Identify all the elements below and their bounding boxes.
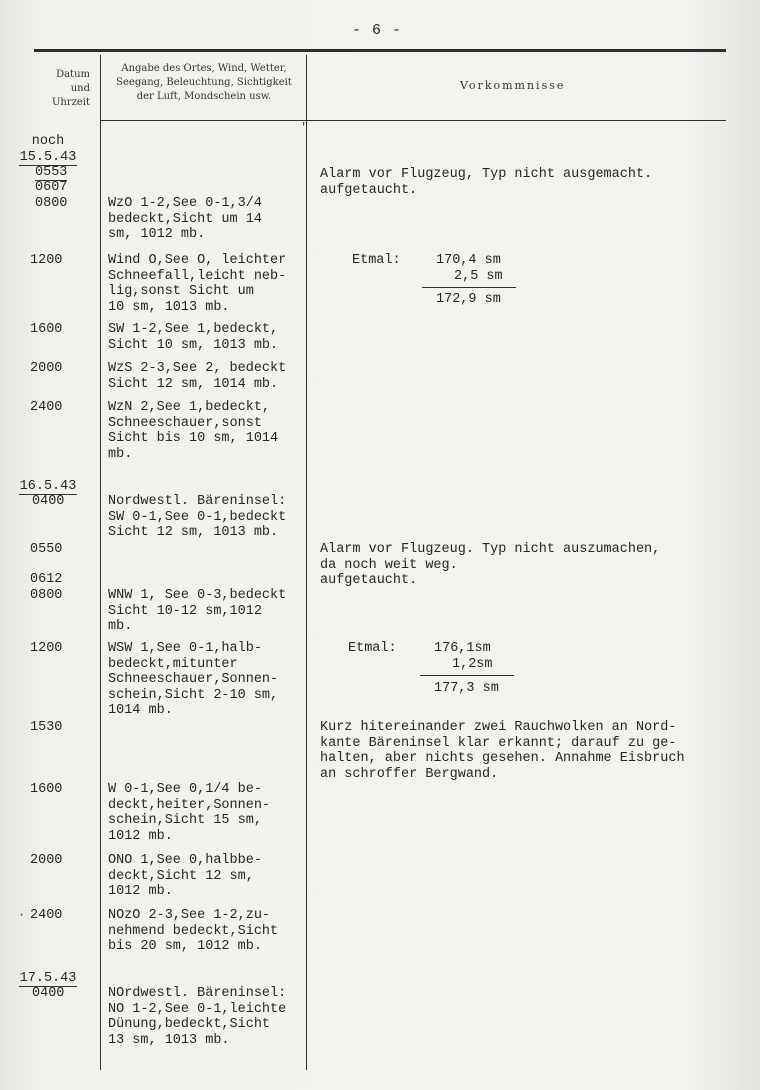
time-label: 2400: [30, 400, 63, 415]
etmal-value: 170,4 sm: [436, 253, 501, 268]
time-label: 0400: [32, 494, 65, 509]
date-text: 17.5.43: [19, 971, 77, 986]
date-label: [12, 150, 84, 166]
etmal-value: 2,5 sm: [454, 269, 503, 284]
time-label: 1200: [30, 253, 63, 268]
weather-entry: WSW 1,See 0-1,halb- bedeckt,mitunter Schneeschauer,Sonnen- schein,Sicht 2-10 sm, 1014 mb.: [108, 641, 279, 718]
time-label: 0607: [35, 180, 68, 195]
weather-entry: WNW 1, See 0-3,bedeckt Sicht 10-12 sm,1012 mb.: [108, 588, 287, 634]
time-label: 0800: [35, 196, 68, 211]
event-alarm-1: Alarm vor Flugzeug, Typ nicht ausgemacht. aufgetaucht.: [320, 167, 653, 198]
date-text: 16.5.43: [19, 479, 77, 494]
time-label: 2400: [30, 908, 63, 923]
event-rauchwolken: Kurz hitereinander zwei Rauchwolken an Nord- kante Bäreninsel klar erkannt; darauf zu ge- halten, aber nichts gesehen. Annahme Eisbruch an schroffer Bergwand.: [320, 720, 685, 782]
weather-entry: Nordwestl. Bäreninsel: SW 0-1,See 0-1,bedeckt Sicht 12 sm, 1013 mb.: [108, 494, 287, 540]
etmal-value: 1,2sm: [452, 657, 493, 672]
time-label: 1200: [30, 641, 63, 656]
etmal-value: 176,1sm: [434, 641, 491, 656]
date-text: 15.5.43: [19, 150, 77, 165]
time-label: 0800: [30, 588, 63, 603]
weather-entry: W 0-1,See 0,1/4 be- deckt,heiter,Sonnen- schein,Sicht 15 sm, 1012 mb.: [108, 782, 271, 844]
header-wetter: Angabe des Ortes, Wind, Wetter, Seegang, Beleuchtung, Sichtigkeit der Luft, Mondschein usw.: [116, 63, 292, 102]
weather-entry: NOzO 2-3,See 1-2,zu- nehmend bedeckt,Sicht bis 20 sm, 1012 mb.: [108, 908, 279, 954]
tick-mark: ': [300, 121, 308, 135]
weather-entry: ONO 1,See 0,halbbe- deckt,Sicht 12 sm, 1012 mb.: [108, 853, 262, 899]
time-label: 1600: [30, 322, 63, 337]
etmal-total: 172,9 sm: [436, 292, 501, 307]
column-divider-2: [306, 55, 307, 1070]
header-rule: [100, 120, 726, 121]
weather-entry: WzN 2,See 1,bedeckt, Schneeschauer,sonst Sicht bis 10 sm, 1014 mb.: [108, 400, 279, 462]
sum-rule: [422, 287, 516, 288]
continued-label: noch: [31, 134, 65, 149]
time-label: 0550: [30, 542, 63, 557]
time-label: 2000: [30, 361, 63, 376]
date-label: [12, 479, 84, 495]
time-label: 1600: [30, 782, 63, 797]
etmal-label: Etmal:: [352, 253, 401, 268]
time-text: 0553: [35, 165, 68, 180]
time-label: [35, 165, 97, 181]
date-label: [12, 971, 84, 987]
etmal-total: 177,3 sm: [434, 681, 499, 696]
margin-dot: ·: [18, 908, 26, 922]
page-number: - 6 -: [352, 22, 403, 39]
header-datum: Datum und Uhrzeit: [51, 69, 90, 108]
event-alarm-2: Alarm vor Flugzeug. Typ nicht auszumachen, da noch weit weg. aufgetaucht.: [320, 542, 661, 588]
time-label: 2000: [30, 853, 63, 868]
header-vorkommnisse: Vorkommnisse: [460, 79, 566, 92]
etmal-label: Etmal:: [348, 641, 397, 656]
weather-entry: Wind O,See O, leichter Schneefall,leicht neb- lig,sonst Sicht um 10 sm, 1013 mb.: [108, 253, 287, 315]
weather-entry: WzO 1-2,See 0-1,3/4 bedeckt,Sicht um 14 sm, 1012 mb.: [108, 196, 262, 242]
time-label: 0400: [32, 986, 65, 1001]
sum-rule: [420, 675, 514, 676]
column-divider-1: [100, 55, 101, 1070]
weather-entry: NOrdwestl. Bäreninsel: NO 1-2,See 0-1,leichte Dünung,bedeckt,Sicht 13 sm, 1013 mb.: [108, 986, 287, 1048]
time-label: 1530: [30, 720, 63, 735]
weather-entry: WzS 2-3,See 2, bedeckt Sicht 12 sm, 1014 mb.: [108, 361, 287, 392]
top-rule: [34, 49, 726, 52]
weather-entry: SW 1-2,See 1,bedeckt, Sicht 10 sm, 1013 mb.: [108, 322, 279, 353]
time-label: 0612: [30, 572, 63, 587]
